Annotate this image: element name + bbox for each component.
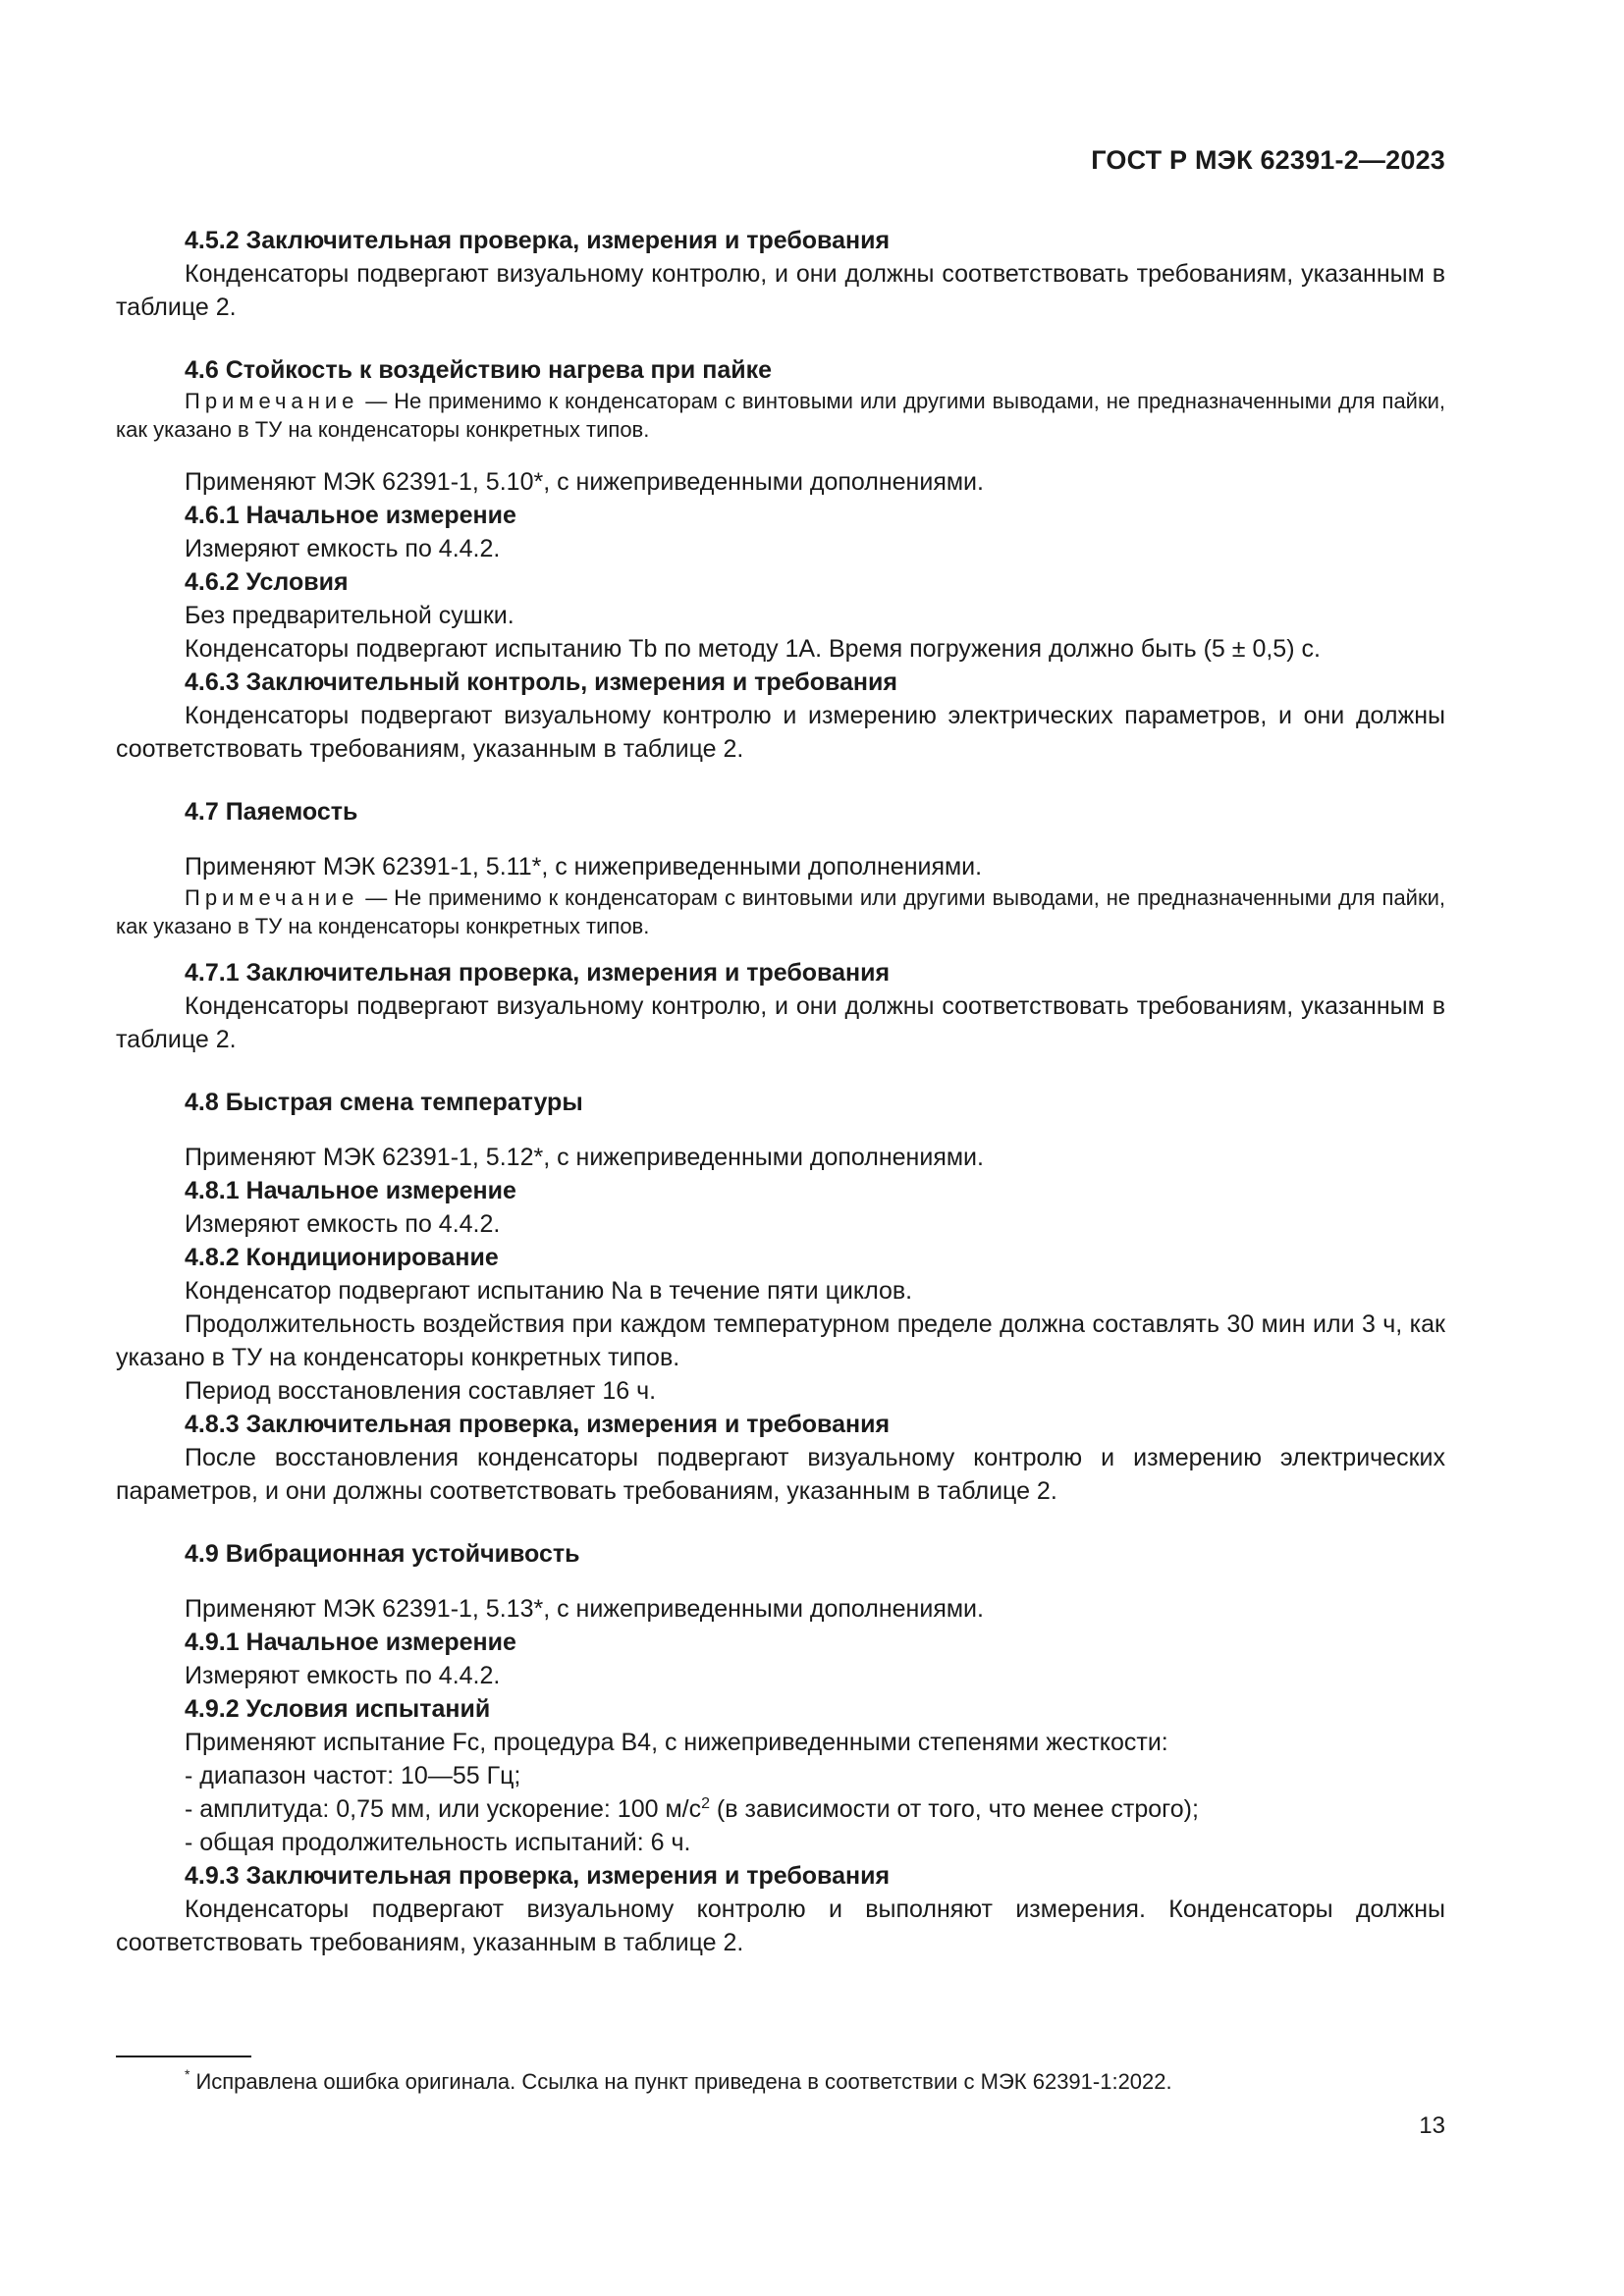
section-4-8-2-text-1: Конденсатор подвергают испытанию Na в течение пяти циклов.: [185, 1277, 913, 1305]
section-4-9-3-text: Конденсаторы подвергают визуальному контролю и выполняют измерения. Конденсаторы должны соответствовать требованиям, указанным в таблице 2.: [116, 1896, 1445, 1956]
section-4-8-title: 4.8 Быстрая смена температуры: [185, 1089, 583, 1116]
section-4-8-intro: Применяют МЭК 62391-1, 5.12*, с нижеприведенными дополнениями.: [185, 1144, 984, 1171]
section-4-8-2-text-2: Продолжительность воздействия при каждом температурном пределе должна составлять 30 мин или 3 ч, как указано в ТУ на конденсаторы конкретных типов.: [116, 1310, 1445, 1371]
section-4-8-1-text: Измеряют емкость по 4.4.2.: [185, 1210, 501, 1238]
section-4-6-2-text-2: Конденсаторы подвергают испытанию Tb по методу 1A. Время погружения должно быть (5 ± 0,5) с.: [185, 635, 1321, 663]
page-number: 13: [1419, 2112, 1445, 2139]
amplitude-text: - амплитуда: 0,75 мм, или ускорение: 100 м/с: [185, 1795, 702, 1823]
page-body: [116, 224, 1445, 1959]
section-4-9-3-title: 4.9.3 Заключительная проверка, измерения и требования: [185, 1862, 891, 1890]
section-4-6-intro: Применяют МЭК 62391-1, 5.10*, с нижеприведенными дополнениями.: [185, 468, 984, 496]
section-4-7-1-text: Конденсаторы подвергают визуальному контролю, и они должны соответствовать требованиям, указанным в таблице 2.: [116, 992, 1445, 1053]
section-4-9-1-text: Измеряют емкость по 4.4.2.: [185, 1662, 501, 1689]
section-4-8-2-text-3: Период восстановления составляет 16 ч.: [185, 1377, 657, 1405]
footnote-divider: [116, 2056, 251, 2057]
list-item-frequency: - диапазон частот: 10—55 Гц;: [185, 1762, 521, 1789]
section-4-6-2-text-1: Без предварительной сушки.: [185, 602, 514, 629]
footnote-text: Исправлена ошибка оригинала. Ссылка на пункт приведена в соответствии с МЭК 62391-1:2022.: [195, 2069, 1172, 2094]
section-4-9-2-title: 4.9.2 Условия испытаний: [185, 1695, 491, 1723]
note-label: Примечание: [185, 885, 359, 910]
section-4-7-intro: Применяют МЭК 62391-1, 5.11*, с нижеприведенными дополнениями.: [185, 853, 983, 881]
section-4-6-3-text: Конденсаторы подвергают визуальному контролю и измерению электрических параметров, и они должны соответствовать требованиям, указанным в таблице 2.: [116, 702, 1445, 763]
section-4-9-title: 4.9 Вибрационная устойчивость: [185, 1540, 580, 1568]
section-4-6-1-text: Измеряют емкость по 4.4.2.: [185, 535, 501, 562]
amplitude-text-tail: (в зависимости от того, что менее строго);: [709, 1795, 1199, 1823]
section-4-7-note: [116, 883, 1445, 940]
footnote-mark: *: [185, 2066, 190, 2082]
note-text: — Не применимо к конденсаторам с винтовыми или другими выводами, не предназначенными для пайки, как указано в ТУ на конденсаторы конкретных типов.: [116, 885, 1445, 938]
section-4-8-3-text: После восстановления конденсаторы подвергают визуальному контролю и измерению электрических параметров, и они должны соответствовать требованиям, указанным в таблице 2.: [116, 1444, 1445, 1505]
superscript: 2: [701, 1795, 710, 1812]
section-4-6-3-title: 4.6.3 Заключительный контроль, измерения и требования: [185, 668, 897, 696]
section-4-9-2-text: Применяют испытание Fc, процедура B4, с нижеприведенными степенями жесткости:: [185, 1729, 1168, 1756]
list-item-duration: - общая продолжительность испытаний: 6 ч.: [185, 1829, 691, 1856]
section-4-9-1-title: 4.9.1 Начальное измерение: [185, 1629, 516, 1656]
document-header: ГОСТ Р МЭК 62391-2—2023: [1091, 145, 1445, 175]
section-4-8-3-title: 4.8.3 Заключительная проверка, измерения и требования: [185, 1411, 891, 1438]
section-4-7-title: 4.7 Паяемость: [185, 798, 358, 826]
section-4-5-2-title: 4.5.2 Заключительная проверка, измерения и требования: [185, 227, 891, 254]
section-4-8-2-title: 4.8.2 Кондиционирование: [185, 1244, 499, 1271]
note-label: Примечание: [185, 389, 359, 413]
section-4-6-note: [116, 387, 1445, 444]
section-4-6-2-title: 4.6.2 Условия: [185, 568, 349, 596]
list-item-amplitude: [116, 1792, 1445, 1826]
section-4-7-1-title: 4.7.1 Заключительная проверка, измерения и требования: [185, 959, 891, 987]
section-4-5-2-text: Конденсаторы подвергают визуальному контролю, и они должны соответствовать требованиям, указанным в таблице 2.: [116, 260, 1445, 321]
section-4-6-1-title: 4.6.1 Начальное измерение: [185, 502, 516, 529]
footnote: [185, 2067, 1445, 2097]
section-4-9-intro: Применяют МЭК 62391-1, 5.13*, с нижеприведенными дополнениями.: [185, 1595, 984, 1623]
note-text: — Не применимо к конденсаторам с винтовыми или другими выводами, не предназначенными для пайки, как указано в ТУ на конденсаторы конкретных типов.: [116, 389, 1445, 442]
section-4-6-title: 4.6 Стойкость к воздействию нагрева при пайке: [185, 356, 773, 384]
section-4-8-1-title: 4.8.1 Начальное измерение: [185, 1177, 516, 1204]
